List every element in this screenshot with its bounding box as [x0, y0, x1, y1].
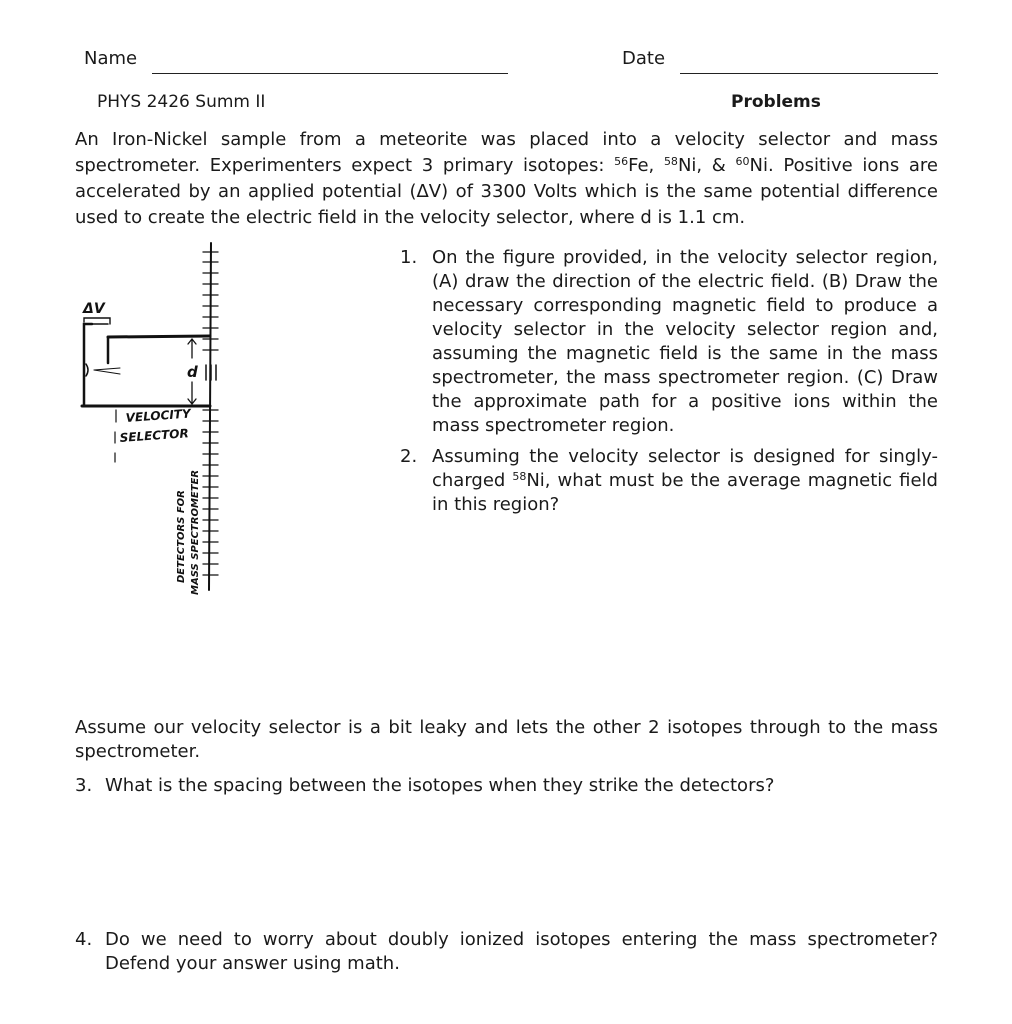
iso2-mass: 58 [663, 155, 678, 168]
name-label: Name [84, 48, 138, 69]
delta-v-label: ΔV [83, 301, 105, 317]
selector-label-1: VELOCITY [125, 406, 192, 425]
selector-label-2: SELECTOR [119, 426, 190, 445]
q4-number: 4. [75, 929, 93, 950]
iso3-symbol: Ni. [749, 155, 774, 176]
detector-label-1: DETECTORS FOR [176, 490, 187, 583]
iso1-symbol: Fe, [628, 155, 664, 176]
source-box [84, 324, 92, 406]
q3-number: 3. [75, 775, 93, 796]
q2-mass: 58 [512, 470, 527, 483]
q2-text [432, 445, 938, 517]
iso1-mass: 56 [614, 155, 629, 168]
detector-label-2: MASS SPECTROMETER [190, 469, 201, 595]
intro-paragraph [75, 127, 938, 231]
q3-text: What is the spacing between the isotopes when they strike the detectors? [105, 775, 775, 796]
top-plate [108, 336, 210, 337]
intro-part1: An Iron-Nickel sample from a meteorite was placed into a velocity selector and mass spectrometer. Experimenters expect 3 primary isotopes: [75, 129, 938, 176]
q2-number: 2. [400, 446, 418, 467]
section-title: Problems [731, 92, 821, 112]
q4-text: Do we need to worry about doubly ionized isotopes entering the mass spectrometer? Defend your answer using math. [105, 929, 938, 974]
course-label: PHYS 2426 Summ II [97, 92, 266, 112]
intro-part2: Positive ions are accelerated by an applied potential (ΔV) of 3300 Volts which is the same potential difference used to create the electric field in the velocity selector, where d is 1.1 cm. [75, 155, 938, 228]
q1-text: On the figure provided, in the velocity selector region, (A) draw the direction of the electric field. (B) Draw the necessary corresponding magnetic field to produce a velocity selector in the velocity selector region and, assuming the magnetic field is the same in the mass spectrometer, the mass spectrometer region. (C) Draw the approximate path for a positive ions within the mass spectrometer region. [432, 247, 938, 436]
date-label: Date [622, 48, 666, 69]
apparatus-figure [70, 240, 245, 605]
q1-number: 1. [400, 247, 418, 268]
iso2-symbol: Ni, & [677, 155, 736, 176]
leaky-statement: Assume our velocity selector is a bit leaky and lets the other 2 isotopes through to the mass spectrometer. [75, 717, 938, 762]
date-blank-line[interactable] [680, 73, 938, 74]
d-label: d [187, 363, 198, 381]
q2-text-pre: Assuming the velocity selector is designed for singly-charged [432, 446, 938, 491]
iso3-mass: 60 [735, 155, 750, 168]
q2-text-post: Ni, what must be the average magnetic field in this region? [432, 470, 938, 515]
name-blank-line[interactable] [152, 73, 508, 74]
